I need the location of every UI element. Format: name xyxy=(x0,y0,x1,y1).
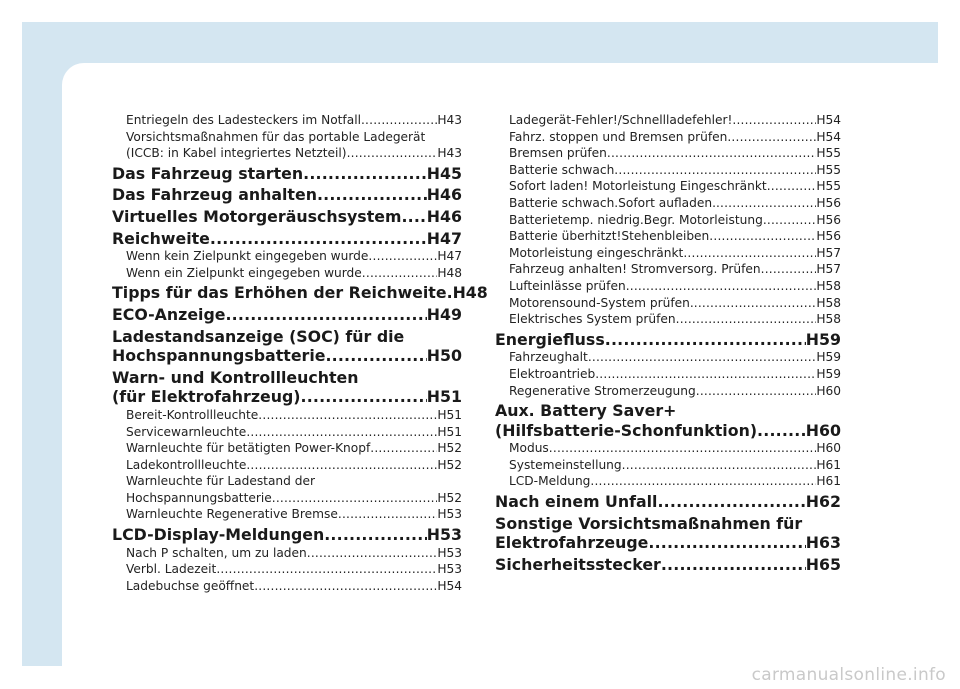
page-number: H62 xyxy=(805,492,841,512)
toc-entry-label: Hochspannungsbatterie xyxy=(126,490,272,505)
dot-leader xyxy=(622,457,817,474)
toc-subentry[interactable] xyxy=(495,129,841,146)
dot-leader xyxy=(216,561,437,578)
toc-left-column xyxy=(112,112,488,594)
toc-heading[interactable] xyxy=(495,514,841,553)
dot-leader xyxy=(338,506,437,523)
toc-subentry[interactable] xyxy=(112,561,462,578)
page-number: H55 xyxy=(816,146,841,161)
toc-subentry[interactable] xyxy=(112,112,462,129)
page-number: H59 xyxy=(805,329,841,349)
toc-entry-label-line1: Aux. Battery Saver+ xyxy=(495,401,677,421)
dot-leader xyxy=(272,490,438,507)
toc-entry-label: Energiefluss xyxy=(495,329,605,349)
toc-entry-label: Entriegeln des Ladesteckers im Notfall xyxy=(126,113,361,127)
dot-leader xyxy=(362,265,438,282)
page-number: H54 xyxy=(437,578,462,593)
toc-entry-label: Das Fahrzeug starten xyxy=(112,163,304,183)
dot-leader xyxy=(361,112,437,129)
toc-subentry[interactable] xyxy=(112,424,462,441)
dot-leader xyxy=(607,145,816,162)
dot-leader xyxy=(648,533,805,553)
toc-entry-label: Ladekontrollleuchte xyxy=(126,457,247,472)
page-number: H52 xyxy=(437,490,462,505)
dot-leader xyxy=(757,421,806,441)
toc-entry-label: Das Fahrzeug anhalten xyxy=(112,185,317,205)
page-number: H56 xyxy=(816,195,841,210)
toc-entry-label: (Hilfsbatterie-Schonfunktion) xyxy=(495,420,758,440)
toc-heading[interactable] xyxy=(112,525,462,545)
page-number: H53 xyxy=(426,525,462,545)
toc-entry-label-line1: Warnleuchte für Ladestand der xyxy=(126,474,316,489)
toc-entry-label: Wenn ein Zielpunkt eingegeben wurde xyxy=(126,265,362,280)
page-number: H53 xyxy=(437,507,462,522)
toc-entry-label: Batterietemp. niedrig.Begr. Motorleistung xyxy=(509,212,763,227)
toc-entry-label-line1: Vorsichtsmaßnahmen für das portable Ladegerät xyxy=(126,129,426,144)
toc-entry-label-line1: Warn- und Kontrollleuchten xyxy=(112,367,359,387)
dot-leader xyxy=(401,207,426,227)
toc-entry-row xyxy=(126,145,462,162)
toc-entry-label: Tipps für das Erhöhen der Reichweite xyxy=(112,283,447,303)
toc-entry-label: Systemeinstellung xyxy=(509,457,622,472)
toc-entry-label: Reichweite xyxy=(112,228,210,248)
dot-leader xyxy=(307,545,438,562)
toc-entry-label: Warnleuchte Regenerative Bremse xyxy=(126,507,338,522)
dot-leader xyxy=(325,346,426,366)
toc-subentry[interactable] xyxy=(112,129,462,162)
dot-leader xyxy=(763,212,817,229)
toc-subentry[interactable] xyxy=(112,265,462,282)
toc-heading[interactable] xyxy=(495,555,841,575)
page-number: H55 xyxy=(816,179,841,194)
toc-subentry[interactable] xyxy=(495,366,841,383)
page-number: H54 xyxy=(816,129,841,144)
page-number: H52 xyxy=(437,441,462,456)
toc-subentry[interactable] xyxy=(495,145,841,162)
page-number: H51 xyxy=(437,407,462,422)
dot-leader xyxy=(246,424,437,441)
dot-leader xyxy=(694,295,817,312)
toc-subentry[interactable] xyxy=(495,311,841,328)
page-number: H55 xyxy=(816,162,841,177)
page-number: H51 xyxy=(426,387,462,407)
toc-entry-label: (für Elektrofahrzeug) xyxy=(112,387,301,407)
page-number: H59 xyxy=(816,366,841,381)
dot-leader xyxy=(727,129,816,146)
page-number: H60 xyxy=(816,383,841,398)
page-number: H49 xyxy=(426,304,462,324)
dot-leader xyxy=(549,440,817,457)
toc-subentry[interactable] xyxy=(495,383,841,400)
dot-leader xyxy=(605,330,806,350)
dot-leader xyxy=(767,178,817,195)
toc-subentry[interactable] xyxy=(495,278,841,295)
page-number: H53 xyxy=(437,562,462,577)
dot-leader xyxy=(709,228,816,245)
toc-heading[interactable] xyxy=(495,401,841,440)
toc-entry-row xyxy=(495,533,841,553)
dot-leader xyxy=(732,112,816,129)
toc-heading[interactable] xyxy=(495,330,841,350)
toc-entry-label: Verbl. Ladezeit xyxy=(126,562,217,577)
page-number: H56 xyxy=(816,229,841,244)
page-number: H48 xyxy=(437,265,462,280)
page-number: H60 xyxy=(816,441,841,456)
dot-leader xyxy=(696,383,817,400)
toc-subentry[interactable] xyxy=(495,162,841,179)
page-number: H47 xyxy=(426,228,462,248)
toc-subentry[interactable] xyxy=(112,407,462,424)
toc-entry-label: Sicherheitsstecker xyxy=(495,554,661,574)
page-number: H61 xyxy=(816,474,841,489)
toc-entry-label: (ICCB: in Kabel integriertes Netzteil) xyxy=(126,146,347,161)
toc-subentry[interactable] xyxy=(495,195,841,212)
toc-entry-label: Fahrz. stoppen und Bremsen prüfen xyxy=(509,129,728,144)
toc-entry-label: Motorleistung eingeschränkt xyxy=(509,245,684,260)
page-number: H61 xyxy=(816,457,841,472)
toc-subentry[interactable] xyxy=(495,261,841,278)
toc-entry-label: Regenerative Stromerzeugung xyxy=(509,383,696,398)
toc-subentry[interactable] xyxy=(112,457,462,474)
page-number: H65 xyxy=(805,554,841,574)
page-number: H57 xyxy=(816,245,841,260)
toc-subentry[interactable] xyxy=(495,178,841,195)
page-number: H53 xyxy=(437,545,462,560)
dot-leader xyxy=(368,248,437,265)
toc-entry-label: Hochspannungsbatterie xyxy=(112,346,326,366)
page-number: H54 xyxy=(816,113,841,127)
toc-subentry[interactable] xyxy=(495,295,841,312)
toc-entry-row xyxy=(112,346,462,366)
dot-leader xyxy=(317,185,427,205)
dot-leader xyxy=(301,387,427,407)
toc-subentry[interactable] xyxy=(112,248,462,265)
toc-entry-label-line1: Sonstige Vorsichtsmaßnahmen für xyxy=(495,513,803,533)
toc-entry-label: Fahrzeughalt xyxy=(509,350,588,365)
page-number: H46 xyxy=(426,206,462,226)
toc-subentry[interactable] xyxy=(112,506,462,523)
toc-heading[interactable] xyxy=(112,229,462,249)
toc-subentry[interactable] xyxy=(112,440,462,457)
toc-heading[interactable] xyxy=(112,207,462,227)
toc-heading[interactable] xyxy=(112,185,462,205)
dot-leader xyxy=(225,305,426,325)
dot-leader xyxy=(370,440,437,457)
toc-entry-label: Lufteinlässe prüfen xyxy=(509,278,626,293)
dot-leader xyxy=(254,578,437,595)
dot-leader xyxy=(590,473,816,490)
toc-entry-label-line1: Ladestandsanzeige (SOC) für die xyxy=(112,326,405,346)
dot-leader xyxy=(614,162,816,179)
toc-entry-label: Fahrzeug anhalten! Stromversorg. Prüfen xyxy=(509,262,761,277)
toc-heading[interactable] xyxy=(112,164,462,184)
toc-entry-label: LCD-Display-Meldungen xyxy=(112,525,325,545)
toc-entry-label: Servicewarnleuchte xyxy=(126,424,247,439)
toc-subentry[interactable] xyxy=(495,112,841,129)
dot-leader xyxy=(303,164,427,184)
dot-leader xyxy=(347,145,438,162)
page-number: H58 xyxy=(816,295,841,310)
page-number: H52 xyxy=(437,457,462,472)
watermark: carmanualsonline.info xyxy=(751,665,946,685)
toc-subentry[interactable] xyxy=(495,349,841,366)
toc-entry-label: ECO-Anzeige xyxy=(112,304,226,324)
dot-leader xyxy=(258,407,437,424)
toc-entry-label: Batterie schwach xyxy=(509,162,615,177)
page-number: H59 xyxy=(816,350,841,365)
toc-entry-label: Wenn kein Zielpunkt eingegeben wurde xyxy=(126,249,369,264)
page-number: H51 xyxy=(437,424,462,439)
toc-entry-label: Elektrisches System prüfen xyxy=(509,312,676,327)
page-number: H56 xyxy=(816,212,841,227)
toc-entry-label: Motorensound-System prüfen. xyxy=(509,295,694,310)
toc-subentry[interactable] xyxy=(495,440,841,457)
dot-leader xyxy=(716,195,816,212)
page-number: H58 xyxy=(816,312,841,327)
page-number: H43 xyxy=(437,146,462,161)
toc-entry-label: Virtuelles Motorgeräuschsystem xyxy=(112,206,402,226)
page-number: H47 xyxy=(437,249,462,264)
toc-subentry[interactable] xyxy=(495,473,841,490)
toc-entry-label: Nach einem Unfall xyxy=(495,492,658,512)
dot-leader xyxy=(683,245,816,262)
toc-entry-label: Bremsen prüfen xyxy=(509,146,607,161)
toc-subentry[interactable] xyxy=(495,212,841,229)
dot-leader xyxy=(626,278,817,295)
dot-leader xyxy=(661,555,806,575)
toc-subentry[interactable] xyxy=(495,228,841,245)
page-number: H57 xyxy=(816,262,841,277)
toc-entry-label: Ladebuchse geöffnet xyxy=(126,578,255,593)
dot-leader xyxy=(324,525,427,545)
toc-entry-row xyxy=(112,387,462,407)
toc-heading[interactable] xyxy=(112,305,462,325)
dot-leader xyxy=(595,366,816,383)
dot-leader xyxy=(761,261,817,278)
toc-entry-label: Batterie schwach.Sofort aufladen. xyxy=(509,195,716,210)
toc-subentry[interactable] xyxy=(495,245,841,262)
toc-right-column xyxy=(495,112,841,574)
dot-leader xyxy=(246,457,437,474)
page-number: H46 xyxy=(426,185,462,205)
dot-leader xyxy=(676,311,817,328)
page-number: H43 xyxy=(437,113,462,127)
toc-heading[interactable] xyxy=(112,368,462,407)
toc-subentry[interactable] xyxy=(495,457,841,474)
toc-heading[interactable] xyxy=(495,492,841,512)
page-number: H63 xyxy=(805,533,841,553)
toc-entry-label: Elektrofahrzeuge xyxy=(495,533,649,553)
page-number: H48 xyxy=(452,283,488,303)
toc-subentry[interactable] xyxy=(112,473,462,506)
toc-entry-label: LCD-Meldung xyxy=(509,474,591,489)
page-number: H60 xyxy=(805,420,841,440)
toc-entry-row xyxy=(126,490,462,507)
toc-heading[interactable] xyxy=(112,327,462,366)
toc-entry-label: Batterie überhitzt!Stehenbleiben xyxy=(509,229,710,244)
toc-entry-label: Warnleuchte für betätigten Power-Knopf xyxy=(126,441,371,456)
toc-entry-label: Elektroantrieb xyxy=(509,366,596,381)
toc-entry-label: Bereit-Kontrollleuchte xyxy=(126,407,259,422)
dot-leader xyxy=(657,492,805,512)
page-number: H50 xyxy=(426,346,462,366)
page-number: H58 xyxy=(816,278,841,293)
toc-entry-row xyxy=(495,421,841,441)
toc-heading[interactable] xyxy=(112,283,488,303)
toc-entry-label: Nach P schalten, um zu laden xyxy=(126,545,307,560)
toc-entry-label: Ladegerät-Fehler!/Schnellladefehler! xyxy=(509,113,733,127)
dot-leader xyxy=(588,349,817,366)
toc-subentry[interactable] xyxy=(112,578,462,595)
dot-leader xyxy=(210,229,427,249)
page-number: H45 xyxy=(426,163,462,183)
toc-entry-label: Sofort laden! Motorleistung Eingeschränkt xyxy=(509,179,767,194)
toc-subentry[interactable] xyxy=(112,545,462,562)
toc-entry-label: Modus xyxy=(509,441,549,456)
